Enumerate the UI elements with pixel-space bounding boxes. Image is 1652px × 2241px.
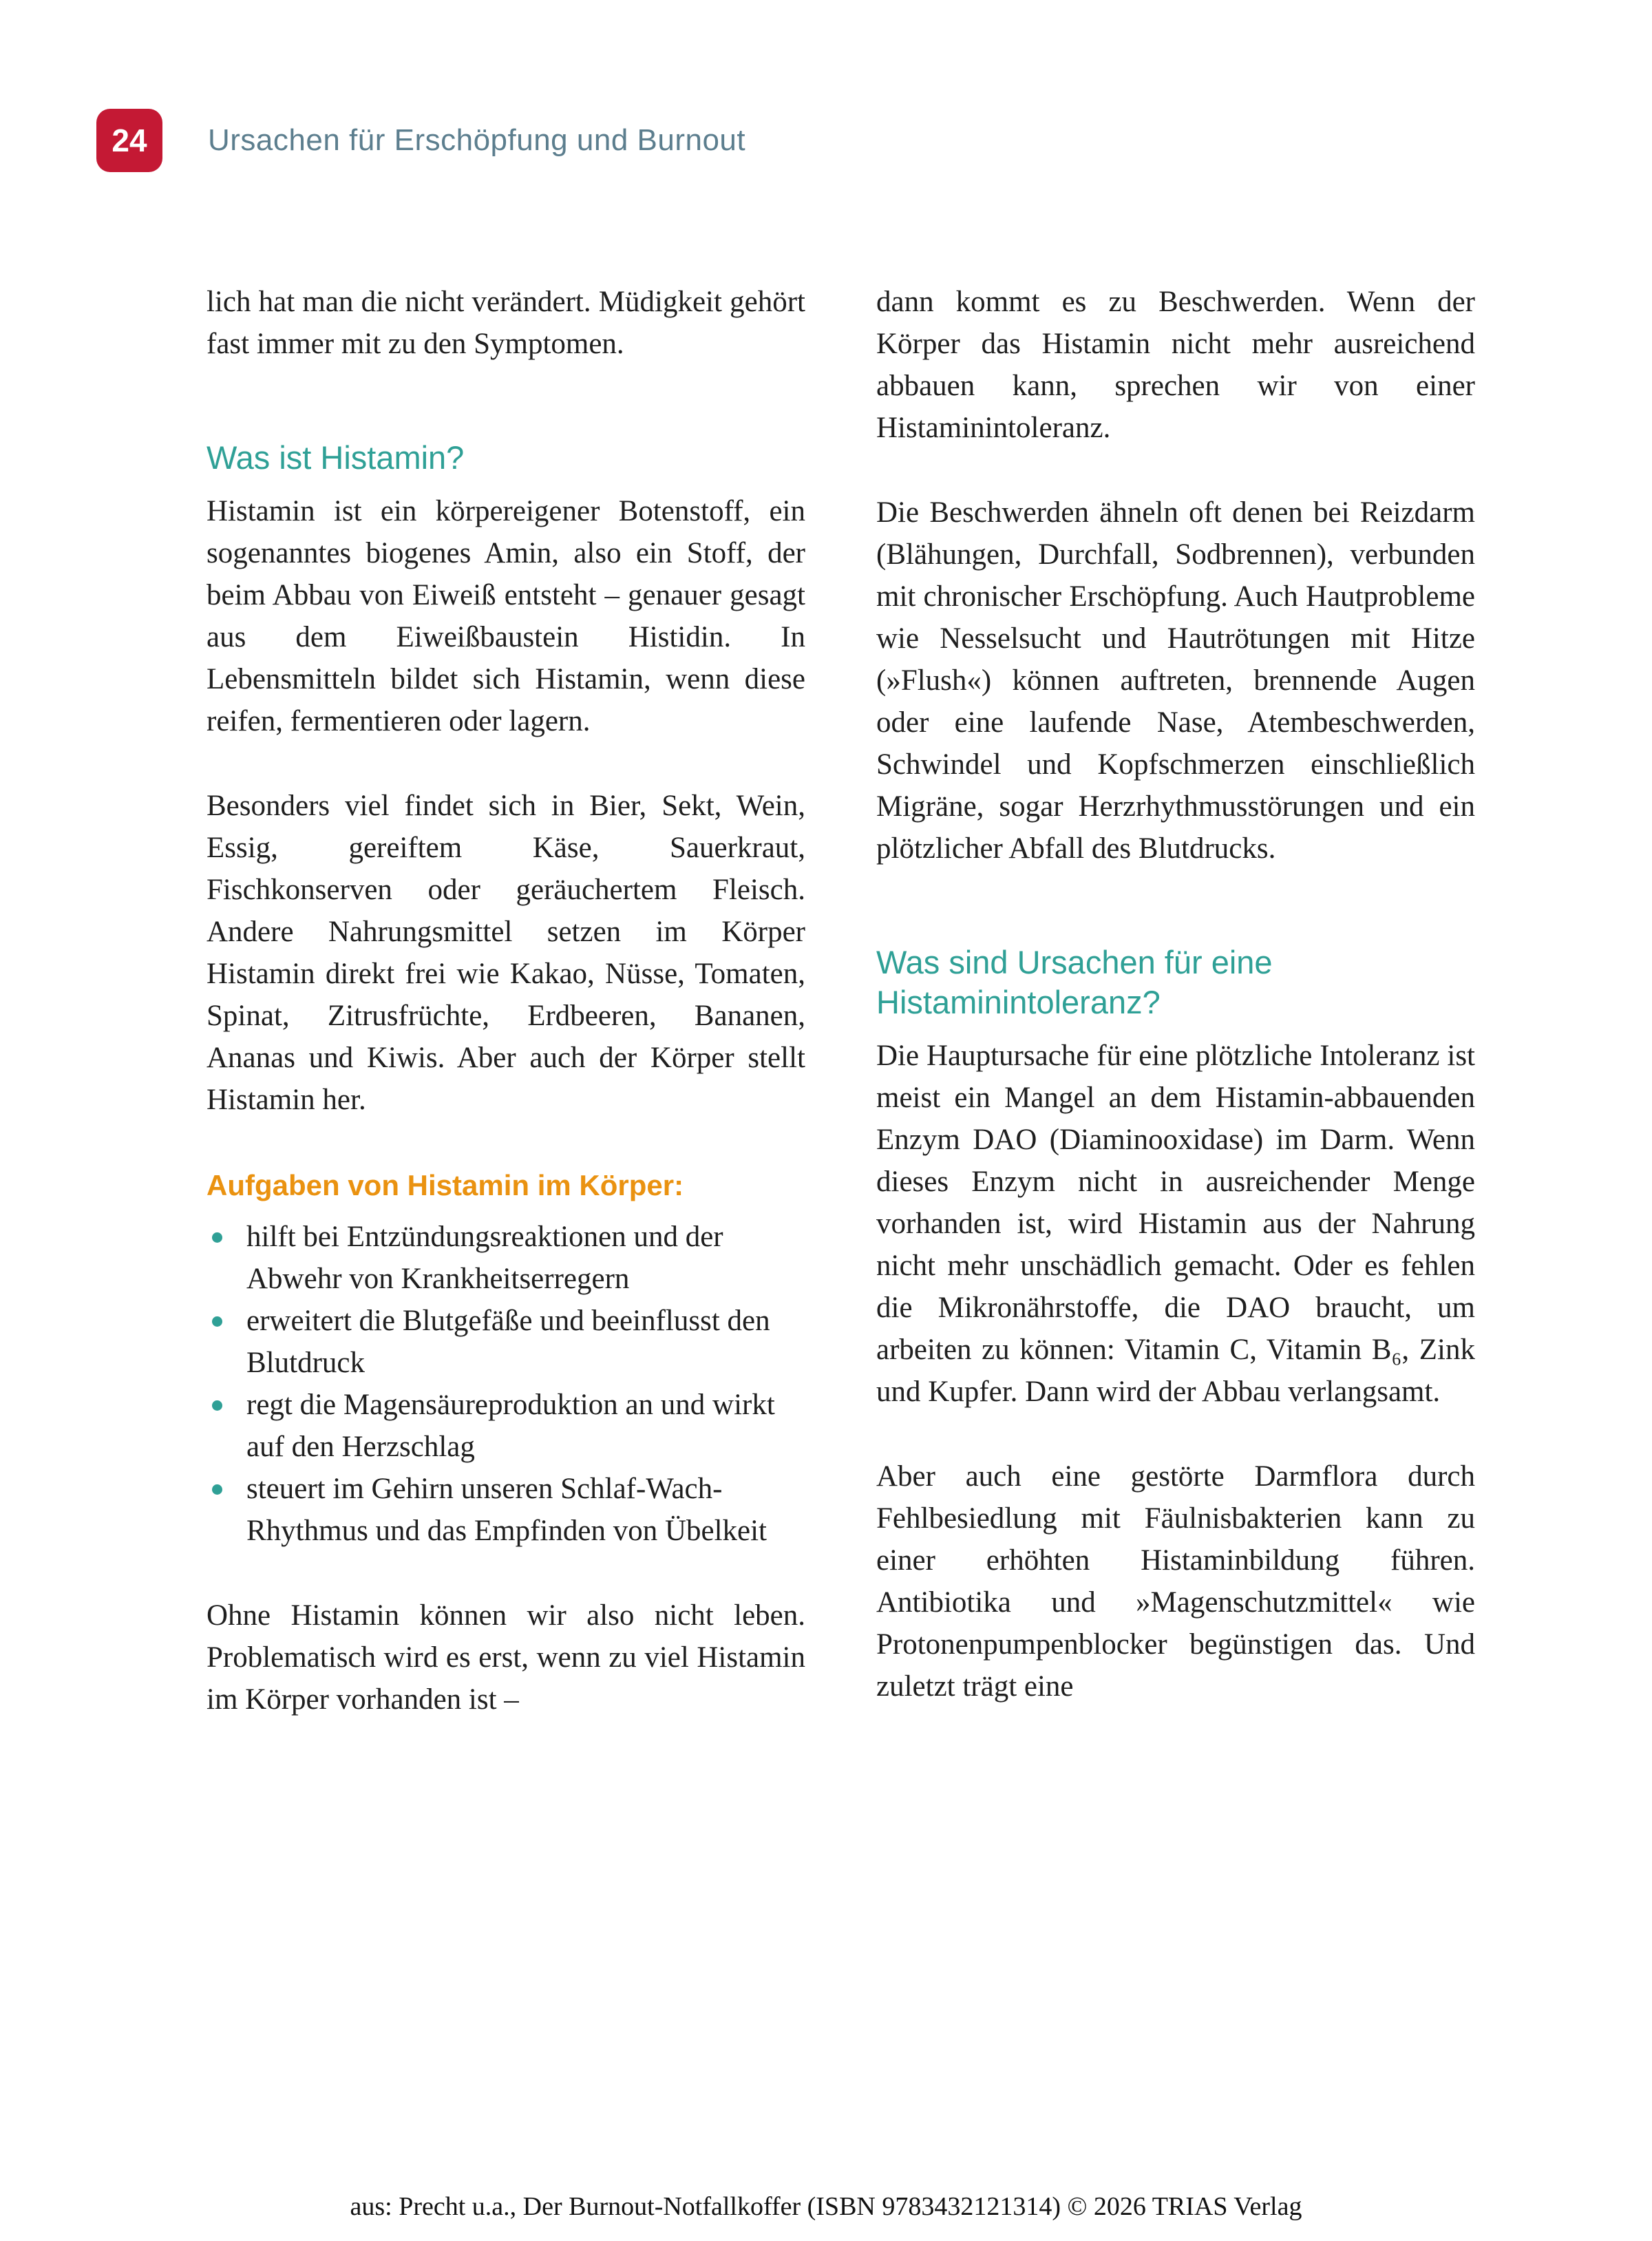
list-item: erweitert die Blutgefäße und beeinflusst den Blutdruck [206,1300,805,1384]
paragraph: Ohne Histamin können wir also nicht leben. Problematisch wird es erst, wenn zu viel Histamin im Körper vorhanden ist – [206,1599,805,1716]
paragraph: Die Beschwerden ähneln oft denen bei Reizdarm (Blähungen, Durchfall, Sodbrennen), verbunden mit chronischer Erschöpfung. Auch Hautprobleme wie Nesselsucht und Hautrötungen mit Hitze (»Flush«) können auftreten, brennende Augen oder eine laufende Nase, Atembeschwerden, Schwindel und Kopfschmerzen einschließlich Migräne, sogar Herzrhythmusstörungen und ein plötzlicher Abfall des Blutdrucks. [876,496,1475,865]
footer-credit-line: aus: Precht u.a., Der Burnout-Notfallkoffer (ISBN 9783432121314) © 2026 TRIAS Verlag [350,2192,1302,2221]
section-heading-was-ist-histamin: Was ist Histamin? [206,439,465,476]
page-number: 24 [112,123,147,158]
paragraph: Aber auch eine gestörte Darmflora durch Fehlbesiedlung mit Fäulnisbakterien kann zu einer erhöhten Histaminbildung führen. Antibiotika und »Magenschutzmittel« wie Protonenpumpenblocker begünstigen das. Und zuletzt trägt eine [876,1460,1475,1703]
list-item: regt die Magensäureproduktion an und wirkt auf den Herzschlag [206,1384,805,1468]
paragraph: Histamin ist ein körpereigener Botenstoff, ein sogenanntes biogenes Amin, also ein Stoff, der beim Abbau von Eiweiß entsteht – genauer gesagt aus dem Eiweißbaustein Histidin. In Lebensmitteln bildet sich Histamin, wenn diese reifen, fermentieren oder lagern. [206,495,805,737]
paragraph: Die Hauptursache für eine plötzliche Intoleranz ist meist ein Mangel an dem Histamin-abbauenden Enzym DAO (Diaminooxidase) im Darm. Wenn dieses Enzym nicht in ausreichender Menge vorhanden ist, wird Histamin aus der Nahrung nicht mehr unschädlich gemacht. Oder es fehlen die Mikronährstoffe, die DAO braucht, um arbeiten zu können: Vitamin C, Vitamin B₆, Zink und Kupfer. Dann wird der Abbau verlangsamt. [876,1040,1475,1408]
list-item: steuert im Gehirn unseren Schlaf-Wach-Rhythmus und das Empfinden von Übelkeit [206,1468,805,1552]
running-title: Ursachen für Erschöpfung und Burnout [208,123,746,157]
bullet-list [206,1216,805,1552]
text-columns [206,281,1475,1721]
paragraph: dann kommt es zu Beschwerden. Wenn der Körper das Histamin nicht mehr ausreichend abbauen kann, sprechen wir von einer Histaminintoleranz. [876,286,1475,444]
left-column [206,281,805,1721]
sub-heading-aufgaben: Aufgaben von Histamin im Körper: [206,1169,684,1201]
paragraph: Besonders viel findet sich in Bier, Sekt, Wein, Essig, gereiftem Käse, Sauerkraut, Fischkonserven oder geräuchertem Fleisch. Andere Nahrungsmittel setzen im Körper Histamin direkt frei wie Kakao, Nüsse, Tomaten, Spinat, Zitrusfrüchte, Erdbeeren, Bananen, Ananas und Kiwis. Aber auch der Körper stellt Histamin her. [206,790,805,1116]
list-item: hilft bei Entzündungsreaktionen und der Abwehr von Krankheitserregern [206,1216,805,1300]
paragraph-continuation: lich hat man die nicht verändert. Müdigkeit gehört fast immer mit zu den Symptomen. [206,286,805,360]
page-number-badge [96,109,162,172]
running-header [96,109,1652,172]
section-heading-ursachen-histaminintoleranz: Was sind Ursachen für eine Histaminintoleranz? [876,944,1273,1020]
right-column [876,281,1475,1721]
